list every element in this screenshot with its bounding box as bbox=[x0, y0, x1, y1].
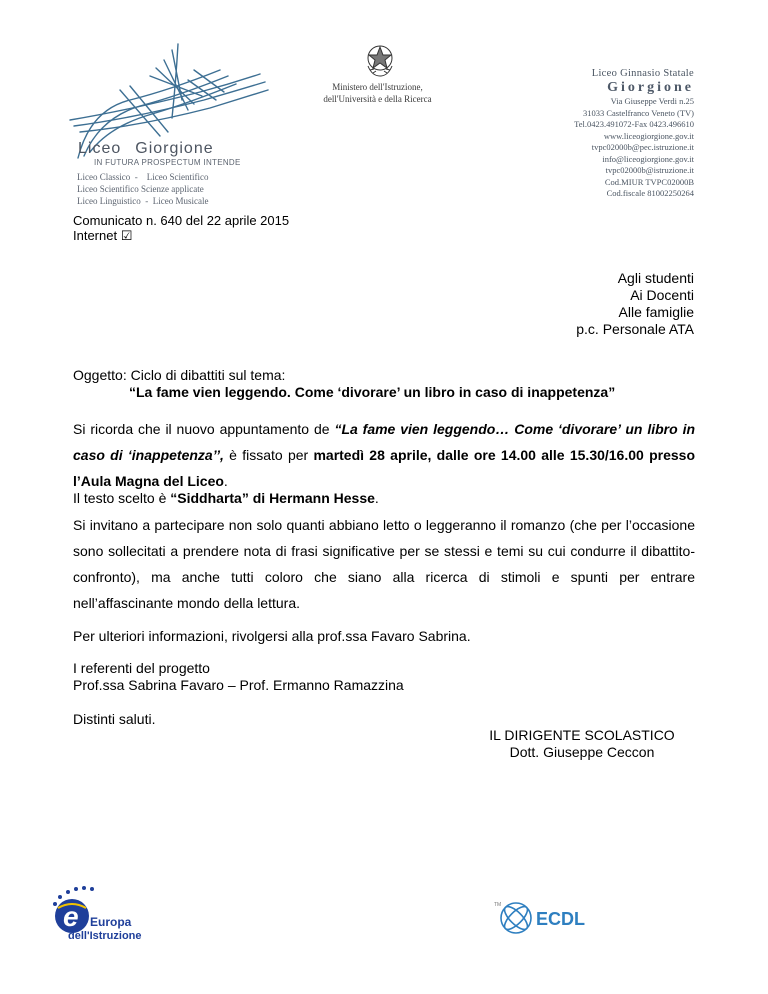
signature-name: Dott. Giuseppe Ceccon bbox=[509, 744, 655, 760]
school-heading bbox=[592, 68, 694, 96]
paragraph-info: Per ulteriori informazioni, rivolgersi alla prof.ssa Favaro Sabrina. bbox=[73, 628, 471, 644]
contact-line: Cod.fiscale 81002250264 bbox=[606, 188, 694, 198]
text-run: . bbox=[374, 490, 379, 506]
school-subtitle: Liceo Ginnasio Statale bbox=[591, 68, 694, 79]
ecdl-label: ECDL bbox=[536, 909, 585, 929]
ministry-line: dell'Università e della Ricerca bbox=[323, 94, 432, 104]
logo-word-liceo: Liceo bbox=[78, 140, 122, 157]
closing-greeting: Distinti saluti. bbox=[73, 711, 156, 727]
contact-line: www.liceogiorgione.gov.it bbox=[603, 130, 694, 141]
ministry-line: Ministero dell'Istruzione, bbox=[332, 82, 423, 92]
europa-istruzione-logo-icon bbox=[46, 886, 156, 946]
text-run: è fissato per bbox=[223, 447, 314, 463]
istruzione-label: dell'Istruzione bbox=[68, 930, 142, 942]
comunicato-number: Comunicato n. 640 del 22 aprile 2015 bbox=[73, 213, 290, 228]
paragraph-appointment bbox=[73, 416, 695, 494]
subject-title: “La fame vien leggendo. Come ‘divorare’ un libro in caso di inappetenza” bbox=[129, 384, 616, 400]
text-run: . bbox=[223, 473, 228, 489]
recipient-line: Alle famiglie bbox=[618, 304, 694, 320]
event-datetime: martedì 28 aprile, dalle ore 14.00 alle 15.30/16.00 presso l’Aula Magna del Liceo bbox=[73, 447, 695, 489]
republic-emblem-icon bbox=[364, 42, 396, 78]
school-name: Giorgione bbox=[607, 80, 694, 95]
school-contacts bbox=[574, 96, 694, 200]
text-run: Il testo scelto è bbox=[73, 490, 171, 506]
logo-wordmark bbox=[78, 140, 214, 158]
recipients-block bbox=[576, 270, 694, 338]
branch-line: Liceo Classico - Liceo Scientifico bbox=[77, 172, 209, 182]
ecdl-logo-icon bbox=[494, 896, 594, 938]
subject-block bbox=[73, 367, 615, 401]
contact-line: 31033 Castelfranco Veneto (TV) bbox=[582, 107, 694, 118]
school-branches bbox=[77, 171, 208, 207]
referents-label: I referenti del progetto bbox=[73, 660, 210, 676]
referents-names: Prof.ssa Sabrina Favaro – Prof. Ermanno Ramazzina bbox=[73, 677, 404, 693]
event-title: “La fame vien leggendo… Come ‘divorare’ un libro in caso di ‘inappetenza’’, bbox=[73, 421, 696, 463]
comunicato-header bbox=[73, 213, 289, 243]
paragraph-referents bbox=[73, 660, 695, 694]
svg-text:e: e bbox=[63, 901, 79, 932]
signature-block bbox=[472, 727, 692, 761]
recipient-line: Ai Docenti bbox=[630, 287, 694, 303]
contact-line: Cod.MIUR TVPC02000B bbox=[604, 176, 694, 187]
school-motto: IN FUTURA PROSPECTUM INTENDE bbox=[94, 158, 241, 167]
book-title: “Siddharta” di Hermann Hesse bbox=[170, 490, 375, 506]
paragraph-invitation: Si invitano a partecipare non solo quanti abbiano letto o leggeranno il romanzo (che per l’occasione sono sollecitati a prendere nota di frasi significative per se stessi e temi su cui condurre il dibattito-confronto), ma anche tutti coloro che siano alla ricerca di stimoli e spunti per entrare nell’affascinante mondo della lettura. bbox=[73, 517, 695, 611]
contact-line: info@liceogiorgione.gov.it bbox=[602, 153, 694, 164]
recipient-line: p.c. Personale ATA bbox=[576, 321, 694, 337]
trademark-label: TM bbox=[494, 902, 502, 908]
logo-word-giorgione: Giorgione bbox=[135, 140, 214, 157]
recipient-line: Agli studenti bbox=[617, 270, 694, 286]
contact-line: tvpc02000b@pec.istruzione.it bbox=[591, 142, 694, 152]
europa-label: Europa bbox=[90, 915, 132, 929]
contact-line: Via Giuseppe Verdi n.25 bbox=[610, 96, 694, 106]
contact-line: tvpc02000b@istruzione.it bbox=[605, 165, 694, 175]
text-run: Si ricorda che il nuovo appuntamento de bbox=[73, 421, 335, 437]
branch-line: Liceo Scientifico Scienze applicate bbox=[77, 184, 204, 194]
subject-label: Oggetto: Ciclo di dibattiti sul tema: bbox=[73, 367, 286, 383]
branch-line: Liceo Linguistico - Liceo Musicale bbox=[77, 196, 209, 206]
comunicato-channel: Internet ☑ bbox=[73, 228, 133, 243]
paragraph-book bbox=[73, 488, 695, 508]
contact-line: Tel.0423.491072-Fax 0423.496610 bbox=[574, 119, 694, 129]
signature-role: IL DIRIGENTE SCOLASTICO bbox=[489, 727, 675, 743]
ministry-label bbox=[300, 81, 455, 105]
